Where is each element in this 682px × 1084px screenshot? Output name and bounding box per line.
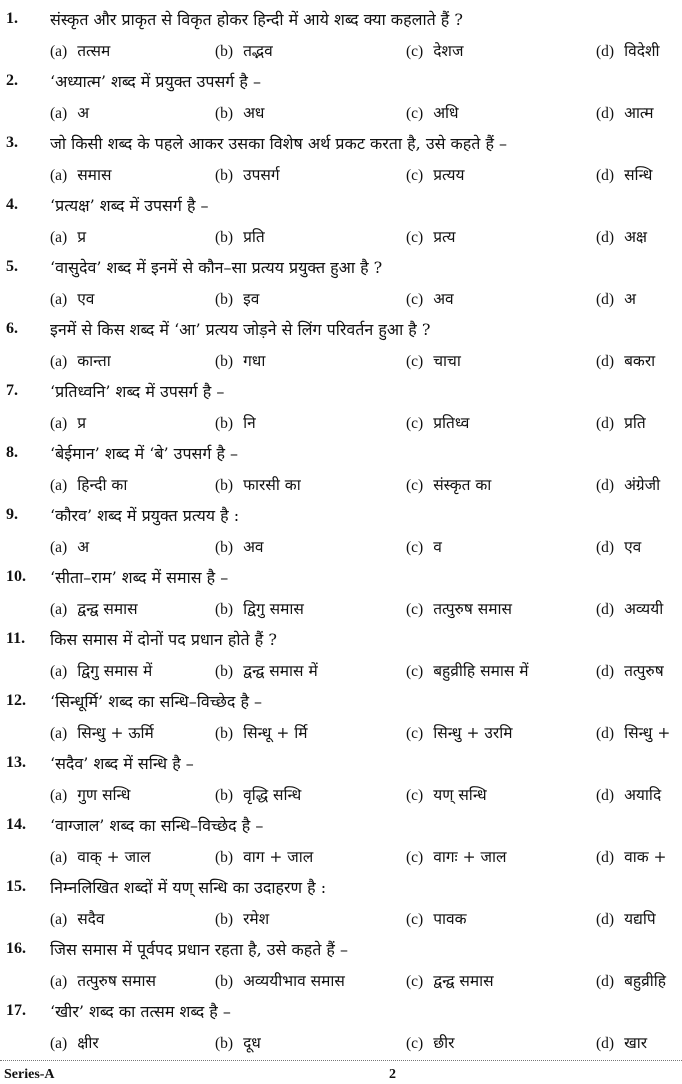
option-c <box>406 845 507 867</box>
option-letter: (a) <box>50 911 68 928</box>
option-letter: (a) <box>50 43 68 60</box>
option-text: प्रति <box>624 414 646 432</box>
option-row <box>0 39 682 63</box>
option-letter: (a) <box>50 105 68 122</box>
option-text: वाक + <box>624 848 667 866</box>
option-a <box>50 721 154 743</box>
question-item <box>0 128 682 190</box>
option-text: तद्भव <box>243 42 273 60</box>
option-text: प्र <box>77 414 87 432</box>
option-letter: (d) <box>596 477 615 494</box>
question-item <box>0 66 682 128</box>
option-letter: (a) <box>50 539 68 556</box>
option-letter: (a) <box>50 973 68 990</box>
option-row <box>0 845 682 869</box>
option-row <box>0 411 682 435</box>
option-letter: (d) <box>596 43 615 60</box>
option-text: समास <box>77 166 112 184</box>
option-letter: (a) <box>50 415 68 432</box>
option-c <box>406 101 459 123</box>
option-text: वृद्धि सन्धि <box>243 786 302 804</box>
option-text: प्रति <box>243 228 265 246</box>
option-b <box>215 907 269 929</box>
question-item <box>0 376 682 438</box>
option-text: द्वन्द्व समास <box>77 600 138 618</box>
question-number: 1. <box>6 10 18 27</box>
option-letter: (b) <box>215 229 234 246</box>
option-letter: (c) <box>406 601 424 618</box>
option-text: विदेशी <box>624 42 660 60</box>
option-letter: (d) <box>596 105 615 122</box>
option-letter: (b) <box>215 1035 234 1052</box>
option-c <box>406 473 491 495</box>
option-b <box>215 39 273 61</box>
option-letter: (d) <box>596 787 615 804</box>
option-letter: (b) <box>215 43 234 60</box>
option-text: अव्ययी <box>624 600 664 618</box>
option-letter: (b) <box>215 725 234 742</box>
option-text: तत्सम <box>77 42 111 60</box>
option-letter: (c) <box>406 415 424 432</box>
option-row <box>0 907 682 931</box>
option-text: सिन्धु + <box>624 724 671 742</box>
question-text: जो किसी शब्द के पहले आकर उसका विशेष अर्थ प्रकट करता है, उसे कहते हैं – <box>50 134 508 153</box>
option-row <box>0 163 682 187</box>
option-b <box>215 1031 261 1053</box>
page-footer <box>0 1060 682 1084</box>
option-text: तत्पुरुष <box>624 662 664 680</box>
option-text: अव्ययीभाव समास <box>243 972 345 990</box>
question-item <box>0 748 682 810</box>
option-letter: (d) <box>596 229 615 246</box>
option-letter: (a) <box>50 663 68 680</box>
question-text: ‘बेईमान’ शब्द में ‘बे’ उपसर्ग है – <box>50 444 239 463</box>
option-text: हिन्दी का <box>77 476 128 494</box>
option-c <box>406 597 512 619</box>
question-item <box>0 934 682 996</box>
option-letter: (c) <box>406 477 424 494</box>
option-a <box>50 163 111 185</box>
option-d <box>596 1031 647 1053</box>
option-c <box>406 287 454 309</box>
option-c <box>406 721 512 743</box>
option-text: खार <box>624 1034 648 1052</box>
option-d <box>596 163 652 185</box>
question-item <box>0 190 682 252</box>
option-text: अ <box>77 538 90 556</box>
option-a <box>50 473 127 495</box>
option-b <box>215 721 308 743</box>
option-letter: (d) <box>596 167 615 184</box>
option-text: संस्कृत का <box>433 476 492 494</box>
question-number: 14. <box>6 816 26 833</box>
question-text: ‘कौरव’ शब्द में प्रयुक्त प्रत्यय है : <box>50 506 240 525</box>
question-text: जिस समास में पूर्वपद प्रधान रहता है, उसे कहते हैं – <box>50 940 349 959</box>
option-letter: (d) <box>596 291 615 308</box>
option-letter: (d) <box>596 539 615 556</box>
option-text: व <box>433 538 442 556</box>
option-text: बहुव्रीहि समास में <box>433 662 529 680</box>
option-text: अव <box>243 538 264 556</box>
option-text: तत्पुरुष समास <box>433 600 512 618</box>
option-text: प्र <box>77 228 87 246</box>
option-d <box>596 845 667 867</box>
option-letter: (c) <box>406 105 424 122</box>
option-letter: (c) <box>406 291 424 308</box>
option-text: आत्म <box>624 104 654 122</box>
option-text: द्विगु समास में <box>77 662 153 680</box>
option-letter: (b) <box>215 663 234 680</box>
option-b <box>215 287 259 309</box>
option-d <box>596 39 660 61</box>
option-b <box>215 783 301 805</box>
option-text: अंग्रेजी <box>624 476 661 494</box>
option-text: इव <box>243 290 260 308</box>
option-letter: (c) <box>406 911 424 928</box>
option-a <box>50 783 130 805</box>
option-text: अक्ष <box>624 228 648 246</box>
option-row <box>0 659 682 683</box>
option-c <box>406 225 456 247</box>
option-letter: (b) <box>215 973 234 990</box>
option-text: वाग + जाल <box>243 848 314 866</box>
option-text: पावक <box>433 910 467 928</box>
option-text: क्षीर <box>77 1034 99 1052</box>
option-letter: (a) <box>50 167 68 184</box>
option-d <box>596 783 661 805</box>
option-text: अव <box>433 290 454 308</box>
option-text: तत्पुरुष समास <box>77 972 156 990</box>
option-b <box>215 597 304 619</box>
question-number: 16. <box>6 940 26 957</box>
option-letter: (c) <box>406 539 424 556</box>
question-text: ‘खीर’ शब्द का तत्सम शब्द है – <box>50 1002 231 1021</box>
option-d <box>596 597 663 619</box>
option-row <box>0 225 682 249</box>
option-letter: (c) <box>406 787 424 804</box>
option-text: प्रत्यय <box>433 166 465 184</box>
question-number: 9. <box>6 506 18 523</box>
option-a <box>50 597 138 619</box>
question-item <box>0 872 682 934</box>
question-number: 12. <box>6 692 26 709</box>
option-text: यण् सन्धि <box>433 786 487 804</box>
option-text: उपसर्ग <box>243 166 280 184</box>
option-c <box>406 349 461 371</box>
question-number: 10. <box>6 568 26 585</box>
option-letter: (d) <box>596 415 615 432</box>
option-text: वाक् + जाल <box>77 848 151 866</box>
option-text: द्विगु समास <box>243 600 304 618</box>
option-row <box>0 349 682 373</box>
question-number: 2. <box>6 72 18 89</box>
option-letter: (c) <box>406 353 424 370</box>
option-letter: (b) <box>215 601 234 618</box>
question-text: संस्कृत और प्राकृत से विकृत होकर हिन्दी में आये शब्द क्या कहलाते हैं ? <box>50 10 463 29</box>
option-letter: (a) <box>50 601 68 618</box>
option-text: छीर <box>433 1034 455 1052</box>
option-row <box>0 969 682 993</box>
question-text: ‘वाग्जाल’ शब्द का सन्धि–विच्छेद है – <box>50 816 264 835</box>
option-a <box>50 411 86 433</box>
option-d <box>596 349 655 371</box>
option-d <box>596 659 664 681</box>
option-a <box>50 39 110 61</box>
question-text: किस समास में दोनों पद प्रधान होते हैं ? <box>50 630 277 649</box>
question-text: ‘सदैव’ शब्द में सन्धि है – <box>50 754 194 773</box>
option-b <box>215 101 264 123</box>
option-text: वागः + जाल <box>433 848 507 866</box>
question-number: 5. <box>6 258 18 275</box>
question-number: 8. <box>6 444 18 461</box>
option-c <box>406 969 494 991</box>
option-d <box>596 287 636 309</box>
option-text: सदैव <box>77 910 105 928</box>
option-text: सिन्धु + ऊर्मि <box>77 724 154 742</box>
question-number: 17. <box>6 1002 26 1019</box>
option-text: रमेश <box>243 910 270 928</box>
option-b <box>215 969 345 991</box>
option-c <box>406 163 465 185</box>
option-a <box>50 845 151 867</box>
question-text: इनमें से किस शब्द में ‘आ’ प्रत्यय जोड़ने से लिंग परिवर्तन हुआ है ? <box>50 320 431 339</box>
option-b <box>215 473 301 495</box>
question-item <box>0 314 682 376</box>
option-text: अयादि <box>624 786 662 804</box>
question-item <box>0 686 682 748</box>
option-row <box>0 597 682 621</box>
option-text: यद्यपि <box>624 910 656 928</box>
option-row <box>0 783 682 807</box>
option-text: द्वन्द्व समास में <box>243 662 318 680</box>
option-c <box>406 659 529 681</box>
option-row <box>0 721 682 745</box>
option-letter: (b) <box>215 353 234 370</box>
option-letter: (c) <box>406 229 424 246</box>
option-b <box>215 659 318 681</box>
option-text: दूध <box>243 1034 261 1052</box>
option-b <box>215 845 313 867</box>
option-text: फारसी का <box>243 476 301 494</box>
option-a <box>50 225 86 247</box>
option-letter: (a) <box>50 787 68 804</box>
option-a <box>50 969 156 991</box>
option-text: सिन्धु + उरमि <box>433 724 513 742</box>
option-letter: (a) <box>50 291 68 308</box>
option-letter: (d) <box>596 663 615 680</box>
series-label: Series-A <box>4 1067 55 1082</box>
option-c <box>406 907 467 929</box>
option-letter: (c) <box>406 973 424 990</box>
option-a <box>50 349 111 371</box>
option-letter: (c) <box>406 849 424 866</box>
option-text: सिन्धू + र्मि <box>243 724 308 742</box>
option-letter: (b) <box>215 911 234 928</box>
option-letter: (b) <box>215 539 234 556</box>
option-c <box>406 535 442 557</box>
option-letter: (b) <box>215 291 234 308</box>
question-item <box>0 810 682 872</box>
option-letter: (a) <box>50 229 68 246</box>
option-letter: (d) <box>596 601 615 618</box>
question-item <box>0 996 682 1058</box>
option-letter: (b) <box>215 477 234 494</box>
option-b <box>215 411 256 433</box>
question-text: ‘प्रत्यक्ष’ शब्द में उपसर्ग है – <box>50 196 209 215</box>
question-number: 15. <box>6 878 26 895</box>
option-a <box>50 1031 99 1053</box>
option-letter: (b) <box>215 415 234 432</box>
option-row <box>0 473 682 497</box>
option-d <box>596 225 647 247</box>
option-text: बकरा <box>624 352 656 370</box>
question-number: 4. <box>6 196 18 213</box>
option-c <box>406 39 463 61</box>
option-c <box>406 783 487 805</box>
option-b <box>215 163 280 185</box>
option-text: गधा <box>243 352 266 370</box>
option-letter: (b) <box>215 787 234 804</box>
question-item <box>0 438 682 500</box>
option-b <box>215 349 265 371</box>
option-a <box>50 287 94 309</box>
option-text: प्रत्य <box>433 228 456 246</box>
question-number: 11. <box>6 630 26 647</box>
option-letter: (a) <box>50 725 68 742</box>
question-item <box>0 4 682 66</box>
option-text: अधि <box>433 104 459 122</box>
option-text: कान्ता <box>77 352 111 370</box>
option-a <box>50 535 89 557</box>
option-d <box>596 535 641 557</box>
option-letter: (c) <box>406 43 424 60</box>
option-c <box>406 411 469 433</box>
option-a <box>50 101 89 123</box>
option-d <box>596 969 666 991</box>
option-letter: (a) <box>50 849 68 866</box>
option-letter: (c) <box>406 167 424 184</box>
option-letter: (a) <box>50 477 68 494</box>
option-d <box>596 473 660 495</box>
option-text: अध <box>243 104 265 122</box>
option-text: एव <box>624 538 642 556</box>
question-text: ‘सिन्धूर्मि’ शब्द का सन्धि–विच्छेद है – <box>50 692 263 711</box>
question-item <box>0 562 682 624</box>
option-text: नि <box>243 414 256 432</box>
option-text: सन्धि <box>624 166 653 184</box>
option-d <box>596 411 646 433</box>
question-list <box>0 4 682 1058</box>
option-letter: (d) <box>596 1035 615 1052</box>
option-text: प्रतिध्व <box>433 414 470 432</box>
option-text: एव <box>77 290 95 308</box>
question-item <box>0 252 682 314</box>
question-item <box>0 624 682 686</box>
option-b <box>215 225 265 247</box>
option-text: बहुव्रीहि <box>624 972 667 990</box>
option-letter: (a) <box>50 1035 68 1052</box>
option-d <box>596 101 654 123</box>
option-text: द्वन्द्व समास <box>433 972 494 990</box>
question-number: 13. <box>6 754 26 771</box>
option-text: चाचा <box>433 352 461 370</box>
question-text: ‘अध्यात्म’ शब्द में प्रयुक्त उपसर्ग है – <box>50 72 261 91</box>
option-letter: (c) <box>406 725 424 742</box>
option-b <box>215 535 264 557</box>
option-letter: (d) <box>596 911 615 928</box>
option-letter: (b) <box>215 105 234 122</box>
option-letter: (d) <box>596 353 615 370</box>
question-text: ‘वासुदेव’ शब्द में इनमें से कौन–सा प्रत्यय प्रयुक्त हुआ है ? <box>50 258 383 277</box>
option-row <box>0 1031 682 1055</box>
option-row <box>0 535 682 559</box>
option-letter: (b) <box>215 849 234 866</box>
option-letter: (d) <box>596 973 615 990</box>
option-a <box>50 659 152 681</box>
option-letter: (d) <box>596 849 615 866</box>
option-letter: (b) <box>215 167 234 184</box>
option-text: गुण सन्धि <box>77 786 131 804</box>
question-number: 7. <box>6 382 18 399</box>
option-d <box>596 721 670 743</box>
option-c <box>406 1031 454 1053</box>
option-letter: (c) <box>406 1035 424 1052</box>
question-number: 3. <box>6 134 18 151</box>
option-a <box>50 907 105 929</box>
question-text: ‘प्रतिध्वनि’ शब्द में उपसर्ग है – <box>50 382 225 401</box>
question-text: निम्नलिखित शब्दों में यण् सन्धि का उदाहरण है : <box>50 878 327 897</box>
option-text: देशज <box>433 42 464 60</box>
option-row <box>0 287 682 311</box>
option-row <box>0 101 682 125</box>
option-letter: (d) <box>596 725 615 742</box>
question-number: 6. <box>6 320 18 337</box>
option-d <box>596 907 656 929</box>
page-number: 2 <box>389 1067 396 1082</box>
question-text: ‘सीता–राम’ शब्द में समास है – <box>50 568 229 587</box>
option-letter: (c) <box>406 663 424 680</box>
question-item <box>0 500 682 562</box>
option-text: अ <box>77 104 90 122</box>
option-letter: (a) <box>50 353 68 370</box>
option-text: अ <box>624 290 636 308</box>
